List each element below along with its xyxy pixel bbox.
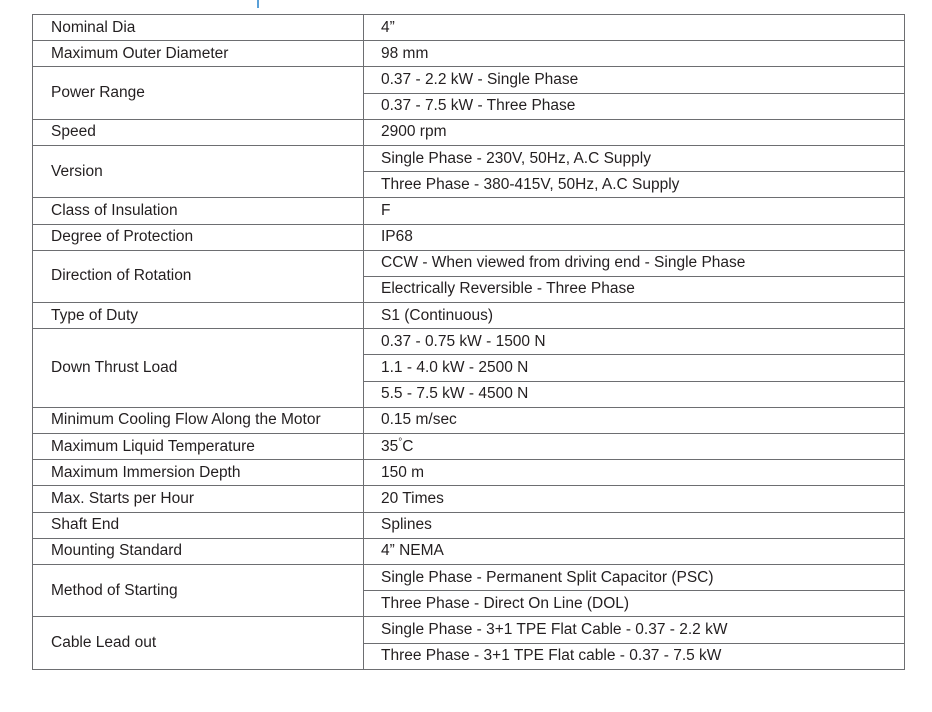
param-value-type-of-duty: S1 (Continuous) <box>364 303 905 329</box>
specification-table <box>32 14 905 670</box>
param-label-degree-of-protection: Degree of Protection <box>33 224 364 250</box>
spec-row-method-of-starting-1 <box>33 564 905 590</box>
param-value-method-of-starting-1: Single Phase - Permanent Split Capacitor (PSC) <box>364 564 905 590</box>
param-label-maximum-immersion-depth: Maximum Immersion Depth <box>33 460 364 486</box>
spec-row-shaft-end <box>33 512 905 538</box>
spec-row-maximum-outer-diameter <box>33 41 905 67</box>
param-label-minimum-cooling-flow: Minimum Cooling Flow Along the Motor <box>33 407 364 433</box>
param-value-mounting-standard: 4” NEMA <box>364 538 905 564</box>
spec-row-maximum-liquid-temperature <box>33 434 905 460</box>
param-value-direction-of-rotation-1: CCW - When viewed from driving end - Single Phase <box>364 250 905 276</box>
param-label-type-of-duty: Type of Duty <box>33 303 364 329</box>
spec-row-power-range-1 <box>33 67 905 93</box>
param-label-power-range: Power Range <box>33 67 364 119</box>
param-label-version: Version <box>33 145 364 197</box>
param-value-cable-lead-out-1: Single Phase - 3+1 TPE Flat Cable - 0.37 - 2.2 kW <box>364 617 905 643</box>
param-label-cable-lead-out: Cable Lead out <box>33 617 364 669</box>
param-value-nominal-dia: 4” <box>364 15 905 41</box>
param-value-power-range-2: 0.37 - 7.5 kW - Three Phase <box>364 93 905 119</box>
param-label-speed: Speed <box>33 119 364 145</box>
accent-mark <box>257 0 259 8</box>
param-value-class-of-insulation: F <box>364 198 905 224</box>
param-label-max-starts-per-hour: Max. Starts per Hour <box>33 486 364 512</box>
spec-row-class-of-insulation <box>33 198 905 224</box>
param-label-direction-of-rotation: Direction of Rotation <box>33 250 364 302</box>
spec-row-direction-of-rotation-1 <box>33 250 905 276</box>
spec-row-type-of-duty <box>33 303 905 329</box>
spec-row-down-thrust-load-1 <box>33 329 905 355</box>
param-value-speed: 2900 rpm <box>364 119 905 145</box>
param-value-cable-lead-out-2: Three Phase - 3+1 TPE Flat cable - 0.37 - 7.5 kW <box>364 643 905 669</box>
spec-row-minimum-cooling-flow <box>33 407 905 433</box>
spec-row-speed <box>33 119 905 145</box>
param-value-down-thrust-load-3: 5.5 - 7.5 kW - 4500 N <box>364 381 905 407</box>
param-value-version-2: Three Phase - 380-415V, 50Hz, A.C Supply <box>364 172 905 198</box>
spec-row-nominal-dia <box>33 15 905 41</box>
spec-row-version-1 <box>33 145 905 171</box>
param-label-class-of-insulation: Class of Insulation <box>33 198 364 224</box>
specification-table-body <box>33 15 905 670</box>
param-label-maximum-liquid-temperature: Maximum Liquid Temperature <box>33 434 364 460</box>
param-label-shaft-end: Shaft End <box>33 512 364 538</box>
param-value-shaft-end: Splines <box>364 512 905 538</box>
param-value-maximum-outer-diameter: 98 mm <box>364 41 905 67</box>
param-label-down-thrust-load: Down Thrust Load <box>33 329 364 408</box>
param-value-degree-of-protection: IP68 <box>364 224 905 250</box>
param-label-mounting-standard: Mounting Standard <box>33 538 364 564</box>
param-value-method-of-starting-2: Three Phase - Direct On Line (DOL) <box>364 591 905 617</box>
param-value-maximum-liquid-temperature: 35°C <box>364 434 905 460</box>
param-value-direction-of-rotation-2: Electrically Reversible - Three Phase <box>364 276 905 302</box>
spec-row-max-starts-per-hour <box>33 486 905 512</box>
spec-row-degree-of-protection <box>33 224 905 250</box>
spec-row-mounting-standard <box>33 538 905 564</box>
param-label-nominal-dia: Nominal Dia <box>33 15 364 41</box>
param-value-down-thrust-load-1: 0.37 - 0.75 kW - 1500 N <box>364 329 905 355</box>
param-value-maximum-immersion-depth: 150 m <box>364 460 905 486</box>
param-label-maximum-outer-diameter: Maximum Outer Diameter <box>33 41 364 67</box>
spec-row-cable-lead-out-1 <box>33 617 905 643</box>
param-value-version-1: Single Phase - 230V, 50Hz, A.C Supply <box>364 145 905 171</box>
spec-row-maximum-immersion-depth <box>33 460 905 486</box>
param-value-minimum-cooling-flow: 0.15 m/sec <box>364 407 905 433</box>
param-value-down-thrust-load-2: 1.1 - 4.0 kW - 2500 N <box>364 355 905 381</box>
param-label-method-of-starting: Method of Starting <box>33 564 364 616</box>
param-value-power-range-1: 0.37 - 2.2 kW - Single Phase <box>364 67 905 93</box>
param-value-max-starts-per-hour: 20 Times <box>364 486 905 512</box>
degree-symbol: ° <box>398 436 403 448</box>
